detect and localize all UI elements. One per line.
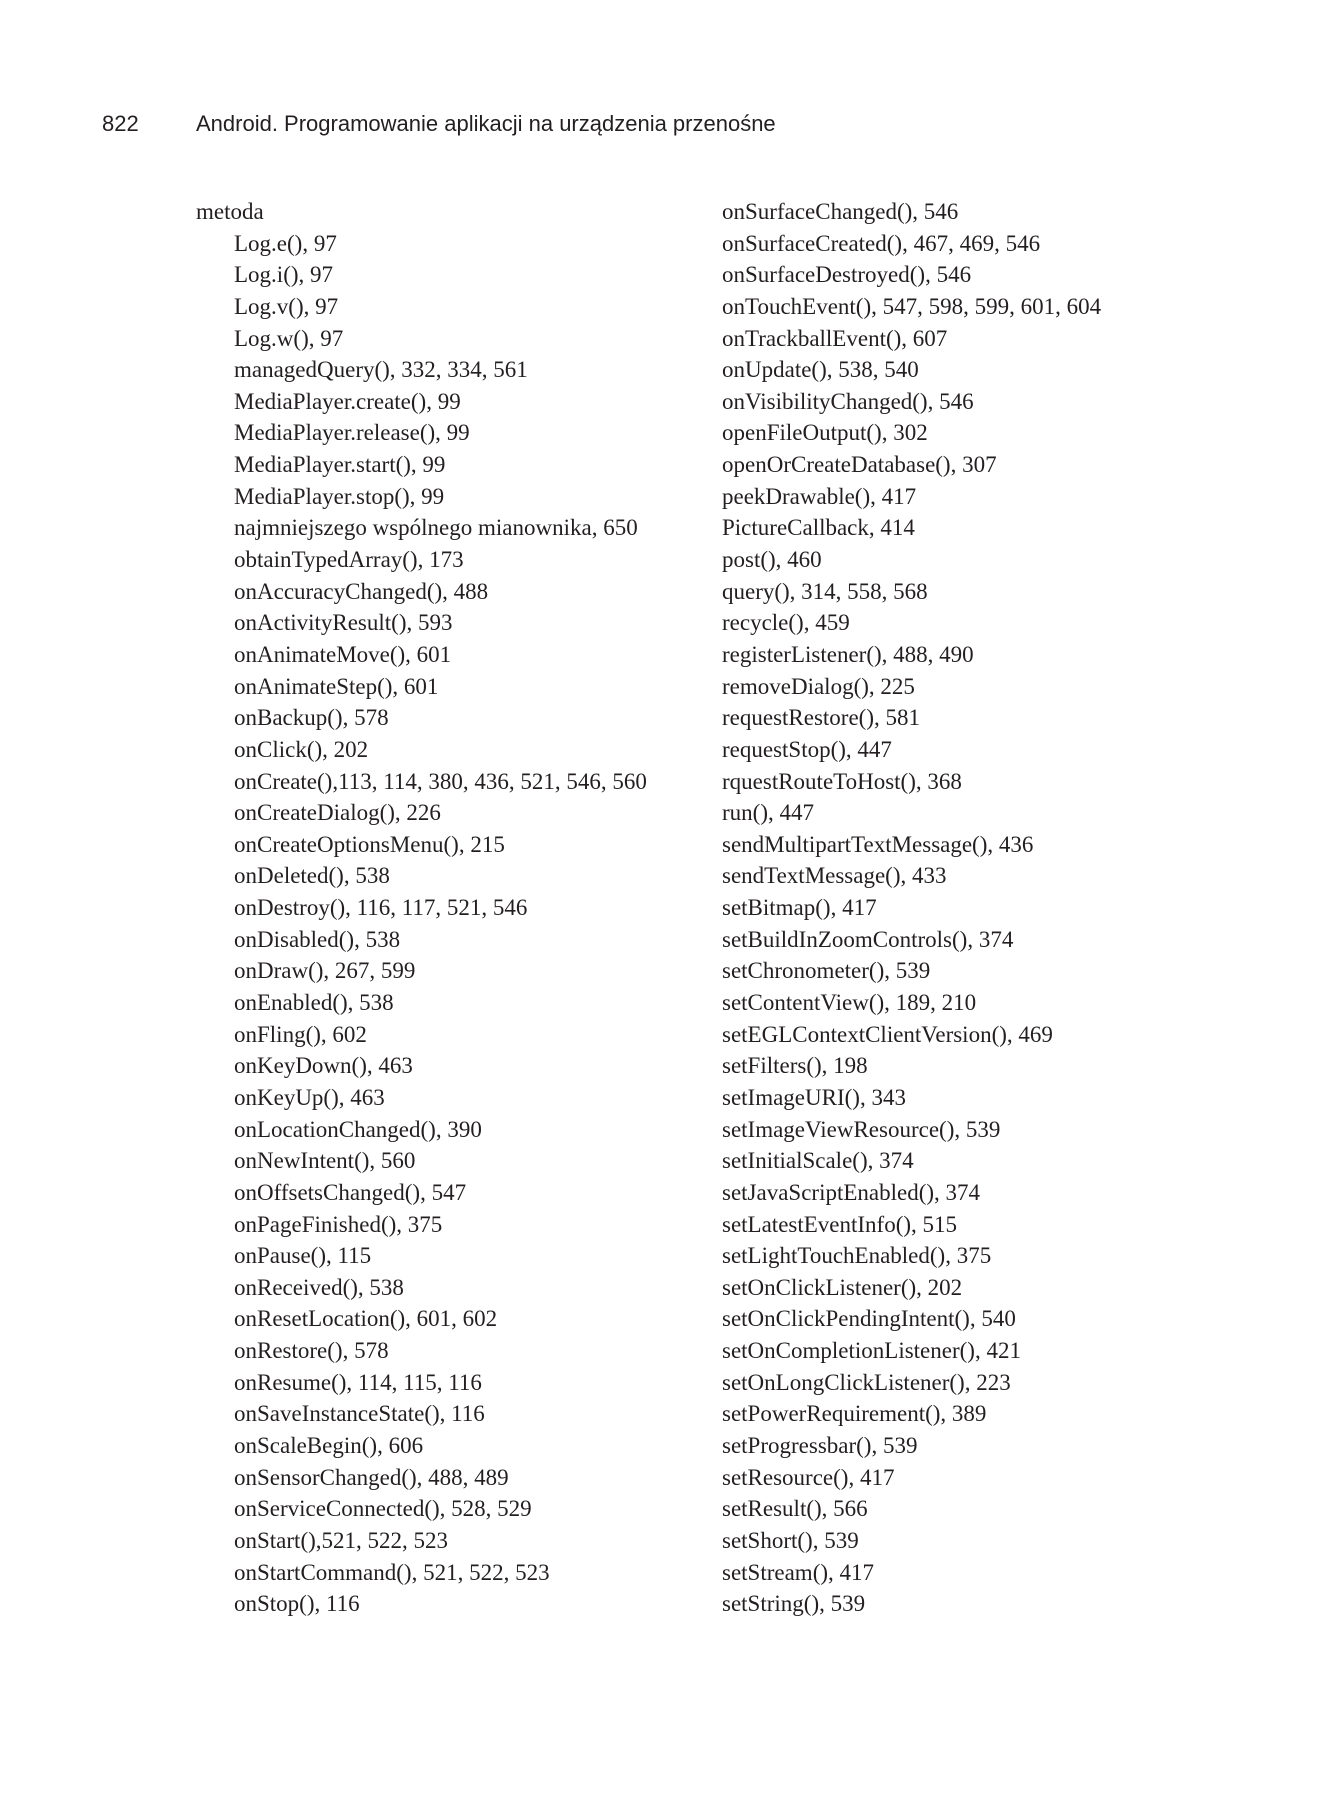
index-entry: MediaPlayer.release(), 99	[234, 420, 470, 446]
index-entry: setStream(), 417	[722, 1559, 875, 1585]
index-entry: MediaPlayer.stop(), 99	[234, 483, 445, 509]
book-title: Android. Programowanie aplikacji na urządzenia przenośne	[196, 111, 776, 136]
index-entry: setChronometer(), 539	[722, 958, 931, 984]
index-entry: onTrackballEvent(), 607	[722, 325, 948, 351]
index-entry: onAnimateMove(), 601	[234, 641, 452, 667]
index-entry: requestStop(), 447	[722, 736, 892, 762]
index-entry: onDestroy(), 116, 117, 521, 546	[234, 895, 528, 921]
index-entry: onStartCommand(), 521, 522, 523	[234, 1559, 550, 1585]
index-column-left	[196, 196, 647, 1620]
index-entry: removeDialog(), 225	[722, 673, 915, 699]
index-entry: Log.i(), 97	[234, 262, 334, 288]
index-entry: onCreate(),113, 114, 380, 436, 521, 546, 560	[234, 768, 647, 794]
index-entry: registerListener(), 488, 490	[722, 641, 974, 667]
index-entry: onSensorChanged(), 488, 489	[234, 1464, 509, 1490]
index-entry: onScaleBegin(), 606	[234, 1432, 424, 1458]
index-column-right	[722, 196, 1101, 1620]
index-entry: onSaveInstanceState(), 116	[234, 1401, 485, 1427]
index-entry: onVisibilityChanged(), 546	[722, 388, 974, 414]
index-entry: setBitmap(), 417	[722, 895, 877, 921]
index-entry: rquestRouteToHost(), 368	[722, 768, 962, 794]
index-entry: openOrCreateDatabase(), 307	[722, 452, 997, 478]
index-entry: onKeyDown(), 463	[234, 1053, 413, 1079]
index-entry: onNewIntent(), 560	[234, 1148, 416, 1174]
index-entry: onStop(), 116	[234, 1591, 360, 1617]
index-entry: onCreateOptionsMenu(), 215	[234, 831, 505, 857]
index-entry: onTouchEvent(), 547, 598, 599, 601, 604	[722, 293, 1102, 319]
index-entry: managedQuery(), 332, 334, 561	[234, 357, 528, 383]
index-entry: onResetLocation(), 601, 602	[234, 1306, 498, 1332]
index-entry: setProgressbar(), 539	[722, 1432, 918, 1458]
index-entry: onPause(), 115	[234, 1243, 372, 1269]
index-entry: onUpdate(), 538, 540	[722, 357, 919, 383]
index-entry-list-right	[722, 196, 1101, 1620]
index-entry: MediaPlayer.create(), 99	[234, 388, 461, 414]
index-entry: setInitialScale(), 374	[722, 1148, 914, 1174]
index-entry: onDraw(), 267, 599	[234, 958, 416, 984]
index-heading: metoda	[196, 199, 264, 224]
index-entry-list-left	[196, 228, 647, 1620]
index-entry: onCreateDialog(), 226	[234, 800, 441, 826]
index-entry: onBackup(), 578	[234, 705, 389, 731]
index-entry: onOffsetsChanged(), 547	[234, 1179, 467, 1205]
index-entry: onReceived(), 538	[234, 1274, 404, 1300]
index-entry: recycle(), 459	[722, 610, 850, 636]
index-entry: onPageFinished(), 375	[234, 1211, 443, 1237]
index-entry: setOnCompletionListener(), 421	[722, 1338, 1021, 1364]
index-entry: onActivityResult(), 593	[234, 610, 453, 636]
index-entry: MediaPlayer.start(), 99	[234, 452, 446, 478]
index-entry: setEGLContextClientVersion(), 469	[722, 1021, 1053, 1047]
index-entry: setImageURI(), 343	[722, 1084, 906, 1110]
index-entry: query(), 314, 558, 568	[722, 578, 928, 604]
index-entry: onEnabled(), 538	[234, 990, 394, 1016]
index-entry: Log.w(), 97	[234, 325, 344, 351]
index-entry: onSurfaceDestroyed(), 546	[722, 262, 972, 288]
index-entry: onAnimateStep(), 601	[234, 673, 439, 699]
index-entry: setOnLongClickListener(), 223	[722, 1369, 1011, 1395]
index-entry: onAccuracyChanged(), 488	[234, 578, 489, 604]
index-entry: onDeleted(), 538	[234, 863, 390, 889]
index-entry: PictureCallback, 414	[722, 515, 915, 541]
index-entry: onStart(),521, 522, 523	[234, 1527, 449, 1553]
index-entry: onRestore(), 578	[234, 1338, 389, 1364]
index-entry: onServiceConnected(), 528, 529	[234, 1496, 532, 1522]
index-entry: setLightTouchEnabled(), 375	[722, 1243, 992, 1269]
index-entry: Log.v(), 97	[234, 293, 339, 319]
index-entry: onSurfaceCreated(), 467, 469, 546	[722, 230, 1041, 256]
index-entry: sendMultipartTextMessage(), 436	[722, 831, 1034, 857]
index-entry: openFileOutput(), 302	[722, 420, 928, 446]
index-entry: run(), 447	[722, 800, 814, 826]
index-entry: setBuildInZoomControls(), 374	[722, 926, 1014, 952]
index-entry: onFling(), 602	[234, 1021, 367, 1047]
index-entry: requestRestore(), 581	[722, 705, 920, 731]
index-entry: setContentView(), 189, 210	[722, 990, 977, 1016]
index-entry: post(), 460	[722, 547, 822, 573]
index-entry: onKeyUp(), 463	[234, 1084, 385, 1110]
running-header	[102, 108, 776, 140]
page-number: 822	[102, 111, 139, 136]
index-entry: setLatestEventInfo(), 515	[722, 1211, 958, 1237]
index-entry: onLocationChanged(), 390	[234, 1116, 482, 1142]
index-entry: setOnClickListener(), 202	[722, 1274, 963, 1300]
index-entry: Log.e(), 97	[234, 230, 337, 256]
index-entry: peekDrawable(), 417	[722, 483, 917, 509]
index-entry: setResource(), 417	[722, 1464, 895, 1490]
index-entry: najmniejszego wspólnego mianownika, 650	[234, 515, 638, 541]
index-entry: onSurfaceChanged(), 546	[722, 199, 959, 224]
index-entry: setJavaScriptEnabled(), 374	[722, 1179, 981, 1205]
index-entry: onResume(), 114, 115, 116	[234, 1369, 482, 1395]
index-entry: setShort(), 539	[722, 1527, 859, 1553]
index-entry: setString(), 539	[722, 1591, 866, 1617]
index-entry: setResult(), 566	[722, 1496, 868, 1522]
index-entry: onDisabled(), 538	[234, 926, 401, 952]
index-entry: setImageViewResource(), 539	[722, 1116, 1001, 1142]
index-entry: obtainTypedArray(), 173	[234, 547, 464, 573]
index-entry: setOnClickPendingIntent(), 540	[722, 1306, 1016, 1332]
index-entry: onClick(), 202	[234, 736, 369, 762]
index-entry: sendTextMessage(), 433	[722, 863, 947, 889]
index-entry: setFilters(), 198	[722, 1053, 868, 1079]
index-entry: setPowerRequirement(), 389	[722, 1401, 987, 1427]
